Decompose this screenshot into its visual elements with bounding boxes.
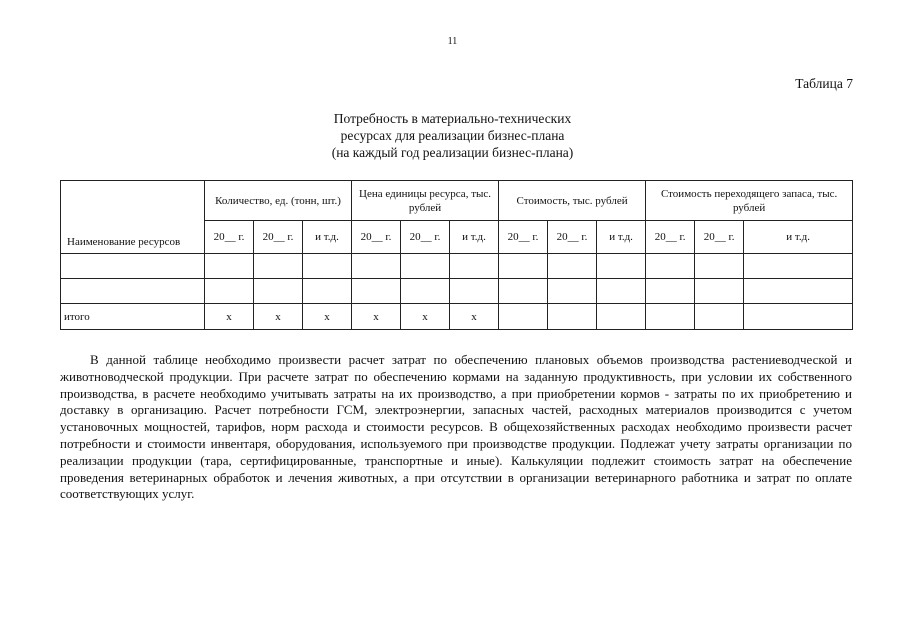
table-cell: [352, 254, 401, 279]
table-cell: [303, 254, 352, 279]
x-mark: х: [254, 304, 303, 330]
header-quantity: Количество, ед. (тонн, шт.): [205, 181, 352, 221]
table-cell: [744, 279, 853, 304]
table-cell: [499, 254, 548, 279]
year-header: 20__ г.: [352, 221, 401, 254]
table-cell: [597, 304, 646, 330]
table-label: Таблица 7: [795, 76, 853, 91]
table-header-row: [61, 181, 853, 221]
etc-header: и т.д.: [303, 221, 352, 254]
body-paragraph: В данной таблице необходимо произвести расчет затрат по обеспечению плановых объемов производства растениеводческой и животноводческой продукции. При расчете затрат по обеспечению кормами на заданную продуктивность, при условии их собственного производства, в расчете необходимо учитывать затраты на их производство, а при приобретении кормов - затраты по их приобретению и доставку в организацию. Расчет потребности ГСМ, электроэнергии, запасных частей, расходных материалов производится с учетом установочных мощностей, тарифов, норм расхода и стоимости ресурсов. В общехозяйственных расходах необходимо произвести расчет потребности и стоимости инвентаря, оборудования, используемого при производстве продукции. Подлежат учету затраты организации по реализации продукции (тара, сертифицированные, транспортные и иные). Калькуляции подлежит стоимость затрат на обеспечение проведения ветеринарных обработок и лечения животных, а при отсутствии в организации ветеринарного работника и затрат по оплате соответствующих услуг.: [60, 352, 852, 502]
title-line-3: (на каждый год реализации бизнес-плана): [331, 145, 574, 160]
x-mark: х: [303, 304, 352, 330]
total-row: [61, 304, 853, 330]
table-cell: [646, 254, 695, 279]
year-header: 20__ г.: [401, 221, 450, 254]
table-cell: [303, 279, 352, 304]
table-cell: [499, 304, 548, 330]
table-cell: [597, 254, 646, 279]
table-cell: [744, 304, 853, 330]
table-cell: [695, 279, 744, 304]
etc-header: и т.д.: [450, 221, 499, 254]
table-title: [0, 110, 905, 161]
table-cell: [548, 254, 597, 279]
header-unit-price: Цена единицы ресурса, тыс. рублей: [352, 181, 499, 221]
year-header: 20__ г.: [205, 221, 254, 254]
table-cell: [450, 279, 499, 304]
table-cell: [744, 254, 853, 279]
table-cell: [646, 279, 695, 304]
table-cell: [450, 254, 499, 279]
total-label: итого: [61, 304, 205, 330]
table-cell: [254, 279, 303, 304]
table-row: [61, 279, 853, 304]
table-cell: [61, 254, 205, 279]
table-cell: [401, 254, 450, 279]
table-cell: [205, 279, 254, 304]
table-cell: [254, 254, 303, 279]
x-mark: х: [450, 304, 499, 330]
resource-name-header: Наименование ресурсов: [61, 181, 205, 254]
table-cell: [597, 279, 646, 304]
table-cell: [695, 254, 744, 279]
year-header: 20__ г.: [646, 221, 695, 254]
title-line-1: Потребность в материально-технических: [333, 111, 572, 126]
etc-header: и т.д.: [744, 221, 853, 254]
title-line-2: ресурсах для реализации бизнес-плана: [340, 128, 565, 143]
table-cell: [499, 279, 548, 304]
header-carryover-cost: Стоимость переходящего запаса, тыс. рублей: [646, 181, 853, 221]
page-number: 11: [447, 36, 458, 47]
header-cost: Стоимость, тыс. рублей: [499, 181, 646, 221]
table-cell: [401, 279, 450, 304]
table-cell: [548, 304, 597, 330]
x-mark: х: [401, 304, 450, 330]
table-cell: [548, 279, 597, 304]
table-cell: [61, 279, 205, 304]
x-mark: х: [205, 304, 254, 330]
table-cell: [646, 304, 695, 330]
table-cell: [352, 279, 401, 304]
x-mark: х: [352, 304, 401, 330]
resources-table: [60, 180, 853, 330]
etc-header: и т.д.: [597, 221, 646, 254]
year-header: 20__ г.: [548, 221, 597, 254]
table-row: [61, 254, 853, 279]
year-header: 20__ г.: [499, 221, 548, 254]
year-header: 20__ г.: [695, 221, 744, 254]
year-header: 20__ г.: [254, 221, 303, 254]
table-cell: [205, 254, 254, 279]
table-cell: [695, 304, 744, 330]
